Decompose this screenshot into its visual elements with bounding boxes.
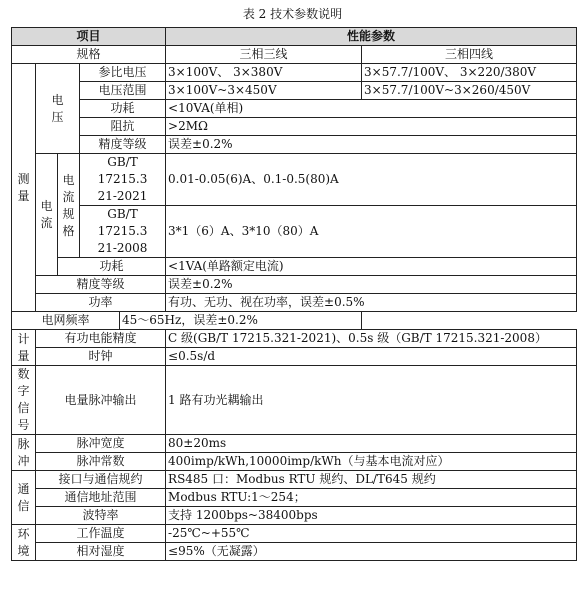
spec-four-wire: 三相四线 [362, 46, 577, 64]
group-digital: 数 字 信 号 [12, 366, 36, 435]
group-current-spec: 电 流 规 格 [58, 154, 80, 258]
voltage-imp-label: 阻抗 [80, 118, 166, 136]
voltage-power-label: 功耗 [80, 100, 166, 118]
current-acc-label: 精度等级 [36, 276, 166, 294]
clock-value: ≤0.5s/d [166, 348, 577, 366]
table-row [12, 543, 577, 561]
table-row [12, 258, 577, 276]
current-std-2008: GB/T 17215.3 21-2008 [80, 206, 166, 258]
table-row [12, 294, 577, 312]
group-voltage: 电 压 [36, 64, 80, 154]
header-item: 项目 [12, 28, 166, 46]
voltage-ref-4w: 3×57.7/100V、 3×220/380V [362, 64, 577, 82]
pulse-width-value: 80±20ms [166, 435, 577, 453]
pulse-const-label: 脉冲常数 [36, 453, 166, 471]
temp-value: -25℃~+55℃ [166, 525, 577, 543]
table-row [12, 330, 577, 348]
spec-three-wire: 三相三线 [166, 46, 362, 64]
table-row [12, 507, 577, 525]
group-current: 电 流 [36, 154, 58, 276]
group-env: 环 境 [12, 525, 36, 561]
current-acc-value: 误差±0.2% [166, 276, 577, 294]
voltage-range-3w: 3×100V~3×450V [166, 82, 362, 100]
table-row [12, 348, 577, 366]
table-row [12, 312, 577, 330]
table-row [12, 100, 577, 118]
voltage-power-value: <10VA(单相) [166, 100, 577, 118]
iface-label: 接口与通信规约 [36, 471, 166, 489]
addr-value: Modbus RTU:1～254； [166, 489, 577, 507]
current-std-2021-value: 0.01-0.05(6)A、0.1-0.5(80)A [166, 154, 577, 206]
table-row [12, 118, 577, 136]
current-std-2008-value: 3*1（6）A、3*10（80）A [166, 206, 577, 258]
group-metering: 计 量 [12, 330, 36, 366]
spec-label: 规格 [12, 46, 166, 64]
table-row [12, 471, 577, 489]
hum-label: 相对湿度 [36, 543, 166, 561]
baud-value: 支持 1200bps~38400bps [166, 507, 577, 525]
voltage-range-4w: 3×57.7/100V~3×260/450V [362, 82, 577, 100]
table-row [12, 276, 577, 294]
group-comm: 通 信 [12, 471, 36, 525]
table-row [12, 64, 577, 82]
header-row [12, 28, 577, 46]
temp-label: 工作温度 [36, 525, 166, 543]
baud-label: 波特率 [36, 507, 166, 525]
energy-label: 有功电能精度 [36, 330, 166, 348]
hum-value: ≤95%（无凝露） [166, 543, 577, 561]
power-label: 功率 [36, 294, 166, 312]
table-row [12, 82, 577, 100]
group-pulse: 脉 冲 [12, 435, 36, 471]
iface-value: RS485 口：Modbus RTU 规约、DL/T645 规约 [166, 471, 577, 489]
table-row [12, 453, 577, 471]
table-row [12, 489, 577, 507]
freq-value: 45～65Hz，误差±0.2% [120, 312, 362, 330]
table-caption: 表 2 技术参数说明 [242, 7, 343, 21]
current-std-2021: GB/T 17215.3 21-2021 [80, 154, 166, 206]
table-row [12, 136, 577, 154]
spec-table [11, 27, 577, 561]
current-power-value: <1VA(单路额定电流) [166, 258, 577, 276]
header-perf: 性能参数 [166, 28, 577, 46]
group-measure: 测 量 [12, 64, 36, 312]
clock-label: 时钟 [36, 348, 166, 366]
voltage-acc-label: 精度等级 [80, 136, 166, 154]
voltage-acc-value: 误差±0.2% [166, 136, 577, 154]
pulse-out-label: 电量脉冲输出 [36, 366, 166, 435]
pulse-out-value: 1 路有功光耦输出 [166, 366, 577, 435]
voltage-imp-value: >2MΩ [166, 118, 577, 136]
pulse-width-label: 脉冲宽度 [36, 435, 166, 453]
table-row [12, 525, 577, 543]
spec-row [12, 46, 577, 64]
current-power-label: 功耗 [58, 258, 166, 276]
pulse-const-value: 400imp/kWh,10000imp/kWh（与基本电流对应） [166, 453, 577, 471]
energy-value: C 级(GB/T 17215.321-2021)、0.5s 级（GB/T 17215.321-2008） [166, 330, 577, 348]
voltage-ref-label: 参比电压 [80, 64, 166, 82]
voltage-ref-3w: 3×100V、 3×380V [166, 64, 362, 82]
addr-label: 通信地址范围 [36, 489, 166, 507]
freq-label: 电网频率 [12, 312, 120, 330]
table-row [12, 435, 577, 453]
power-value: 有功、无功、视在功率，误差±0.5% [166, 294, 577, 312]
voltage-range-label: 电压范围 [80, 82, 166, 100]
